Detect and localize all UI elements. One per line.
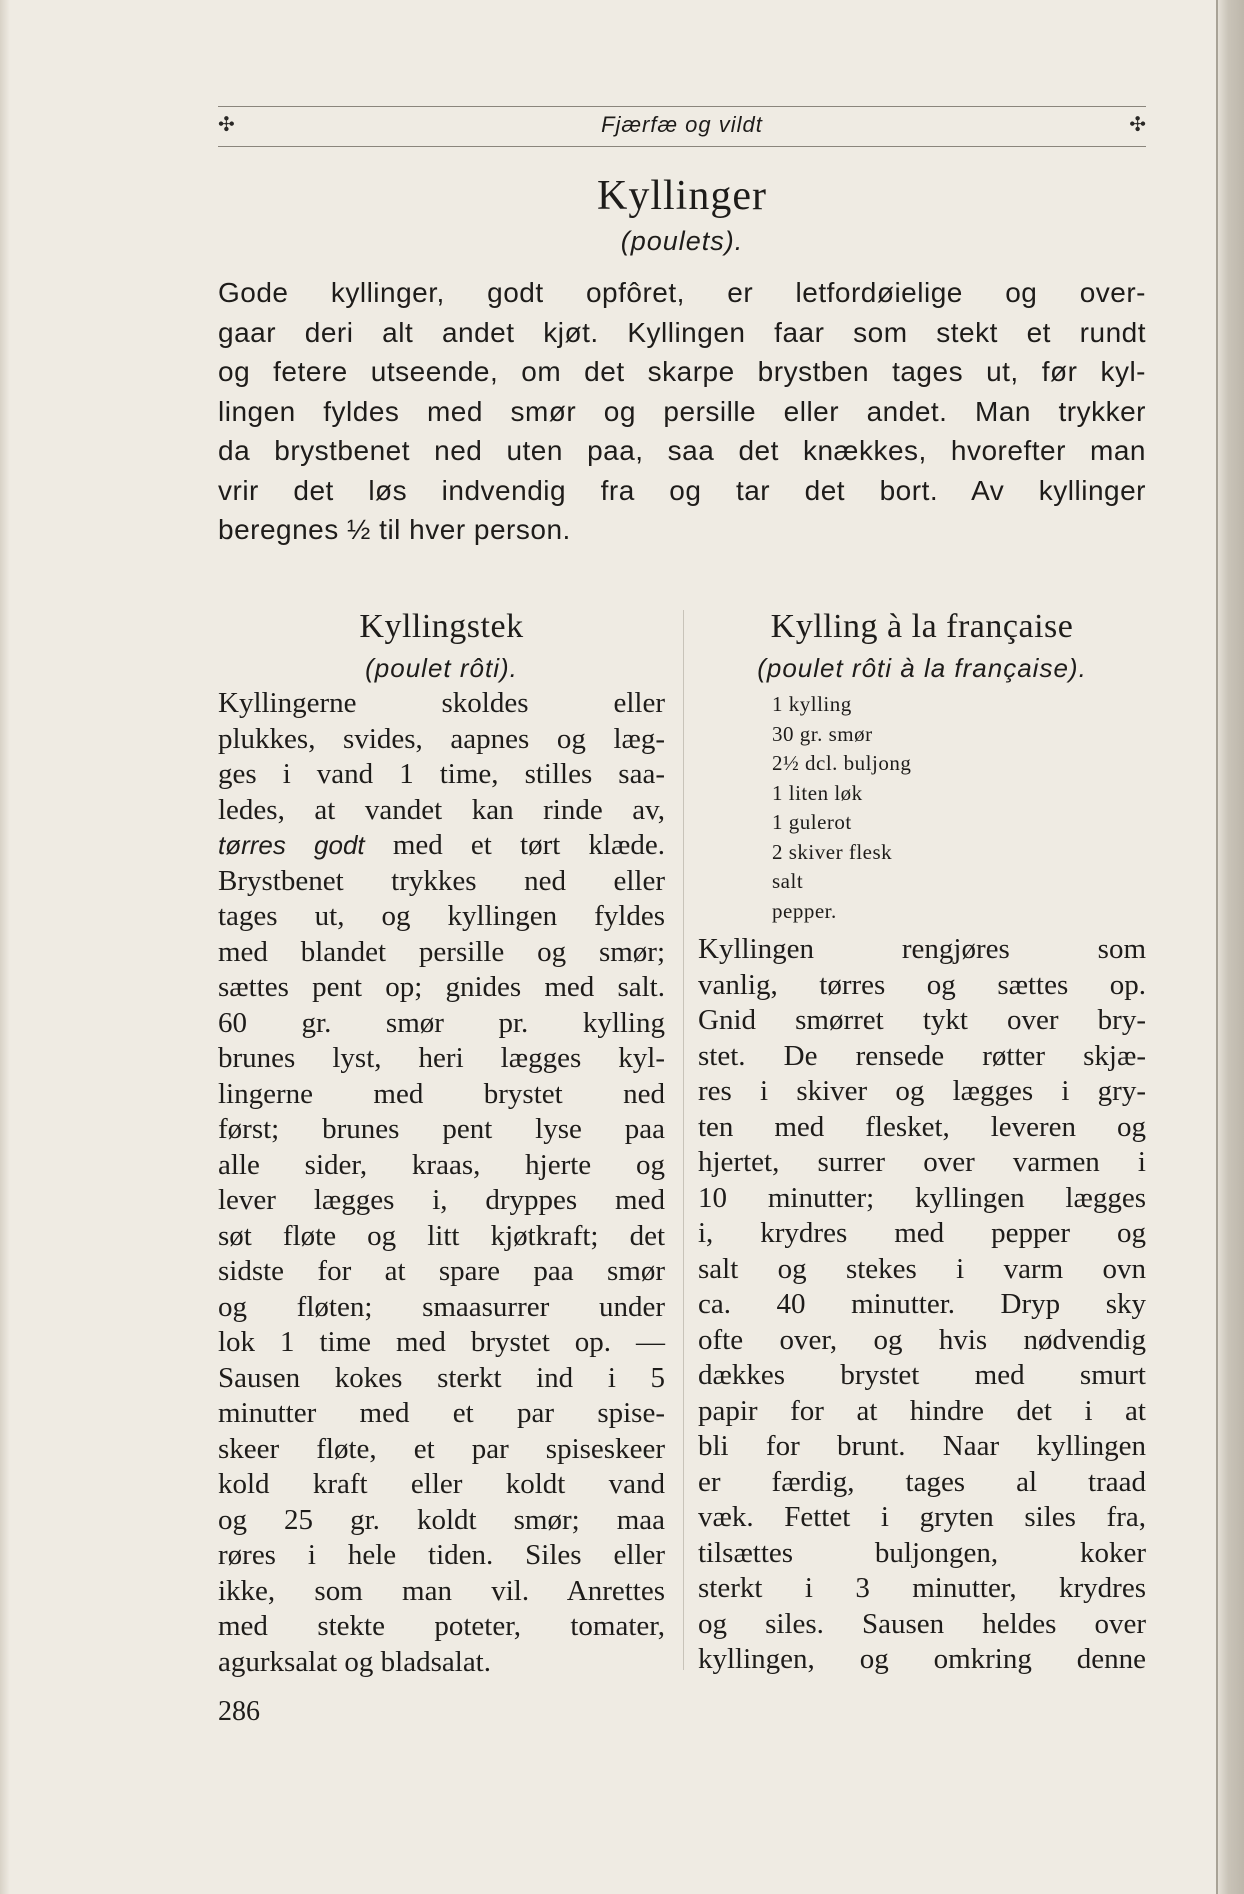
recipe-line (218, 828, 665, 864)
recipe-line: og fløten; smaasurrer under (218, 1290, 665, 1323)
recipe-line: Kyllingerne skoldes eller (218, 687, 665, 719)
intro-line: og fetere utseende, om det skarpe brystben tages ut, før kyl- (218, 356, 1146, 387)
recipe-line: res i skiver og lægges i gry- (698, 1075, 1146, 1107)
recipe-line: dækkes brystet med smurt (698, 1359, 1146, 1391)
recipe-line: ofte over, og hvis nødvendig (698, 1323, 1146, 1356)
recipe-line: sterkt i 3 minutter, krydres (698, 1572, 1146, 1604)
intro-line: da brystbenet ned uten paa, saa det knækkes, hvorefter man (218, 435, 1146, 466)
recipe-line: hjertet, surrer over varmen i (698, 1146, 1146, 1178)
recipe-line: først; brunes pent lyse paa (218, 1113, 665, 1145)
recipe-line: og siles. Sausen heldes over (698, 1607, 1146, 1640)
ornament-left-icon: ✣ (218, 112, 235, 136)
recipe-line: tages ut, og kyllingen fyldes (218, 900, 665, 932)
recipe-line: tilsættes buljongen, koker (698, 1536, 1146, 1569)
chapter-title: Kyllinger (597, 173, 767, 219)
recipe-line-rest: med et tørt klæde. (364, 829, 665, 861)
recipe-line: kyllingen, og omkring denne (698, 1643, 1146, 1675)
recipe-line: papir for at hindre det i at (698, 1394, 1146, 1427)
chapter-subtitle: (poulets). (620, 226, 744, 256)
recipe-line: med stekte poteter, tomater, (218, 1610, 665, 1642)
recipe-line: røres i hele tiden. Siles eller (218, 1539, 665, 1571)
recipe-line: ikke, som man vil. Anrettes (218, 1574, 665, 1607)
intro-line: Gode kyllinger, godt opfôret, er letfordøielige og over- (218, 277, 1146, 308)
recipe-line: Kyllingen rengjøres som (698, 933, 1146, 965)
recipe-line: 60 gr. smør pr. kylling (218, 1006, 665, 1039)
recipe-line: i, krydres med pepper og (698, 1217, 1146, 1249)
intro-paragraph (218, 273, 1146, 550)
section-title: Kylling à la française (770, 608, 1074, 645)
recipe-line: kold kraft eller koldt vand (218, 1468, 665, 1500)
ingredient-list (698, 690, 1146, 926)
recipe-line: vanlig, tørres og sættes op. (698, 968, 1146, 1001)
header-bottom-rule (218, 146, 1146, 147)
page-left-edge (0, 0, 10, 1894)
section-subtitle: (poulet rôti à la française). (757, 653, 1087, 683)
ingredient-item: 1 liten løk (772, 780, 863, 805)
recipe-line: ges i vand 1 time, stilles saa- (218, 758, 665, 790)
column-divider (683, 610, 684, 1670)
page-number: 286 (218, 1696, 260, 1727)
recipe-line: er færdig, tages al traad (698, 1465, 1146, 1498)
ornament-right-icon: ✣ (1129, 112, 1146, 136)
recipe-line: sættes pent op; gnides med salt. (218, 971, 665, 1003)
recipe-line: søt fløte og litt kjøtkraft; det (218, 1219, 665, 1252)
right-column (698, 604, 1146, 1678)
ingredient-item: 1 kylling (772, 692, 852, 716)
intro-line: beregnes ½ til hver person. (218, 514, 571, 545)
recipe-line: agurksalat og bladsalat. (218, 1645, 491, 1678)
header-top-rule (218, 106, 1146, 107)
recipe-line: plukkes, svides, aapnes og læg- (218, 722, 665, 755)
recipe-line: brunes lyst, heri lægges kyl- (218, 1042, 665, 1074)
recipe-text (698, 932, 1146, 1678)
ingredient-item: pepper. (772, 898, 837, 923)
recipe-line: lingerne med brystet ned (218, 1077, 665, 1110)
recipe-line: og 25 gr. koldt smør; maa (218, 1503, 665, 1536)
intro-line: lingen fyldes med smør og persille eller andet. Man trykker (218, 395, 1146, 427)
left-column (218, 604, 665, 1680)
ingredient-item: 2 skiver flesk (772, 839, 893, 864)
ingredient-item: salt (772, 869, 804, 893)
recipe-line: Gnid smørret tykt over bry- (698, 1004, 1146, 1036)
section-title: Kyllingstek (359, 608, 524, 645)
recipe-line: lok 1 time med brystet op. — (218, 1326, 665, 1358)
section-subtitle: (poulet rôti). (365, 653, 518, 683)
ingredient-item: 2½ dcl. buljong (772, 751, 912, 775)
recipe-line: salt og stekes i varm ovn (698, 1252, 1146, 1285)
running-title: Fjærfæ og vildt (601, 112, 763, 137)
emphasis-text: tørres godt (218, 830, 365, 860)
recipe-line: lever lægges i, dryppes med (218, 1184, 665, 1216)
recipe-line: alle sider, kraas, hjerte og (218, 1148, 665, 1181)
intro-line: vrir det løs indvendig fra og tar det bort. Av kyllinger (218, 474, 1146, 506)
running-header (218, 110, 1146, 144)
recipe-line: væk. Fettet i gryten siles fra, (698, 1501, 1146, 1533)
recipe-line: med blandet persille og smør; (218, 935, 665, 968)
recipe-line: Brystbenet trykkes ned eller (218, 864, 665, 897)
recipe-line: 10 minutter; kyllingen lægges (698, 1181, 1146, 1214)
recipe-line: stet. De rensede røtter skjæ- (698, 1039, 1146, 1072)
ingredient-item: 30 gr. smør (772, 721, 873, 746)
page-right-edge (1216, 0, 1244, 1894)
recipe-line: ten med flesket, leveren og (698, 1110, 1146, 1143)
recipe-line: ledes, at vandet kan rinde av, (218, 793, 665, 826)
recipe-line: sidste for at spare paa smør (218, 1255, 665, 1287)
intro-line: gaar deri alt andet kjøt. Kyllingen faar som stekt et rundt (218, 316, 1146, 348)
recipe-line: bli for brunt. Naar kyllingen (698, 1430, 1146, 1462)
recipe-line: Sausen kokes sterkt ind i 5 (218, 1361, 665, 1394)
recipe-line: minutter med et par spise- (218, 1397, 665, 1429)
recipe-line: ca. 40 minutter. Dryp sky (698, 1288, 1146, 1320)
ingredient-item: 1 gulerot (772, 810, 852, 834)
recipe-text-part1 (218, 686, 665, 828)
recipe-text-part2 (218, 864, 665, 1681)
recipe-line: skeer fløte, et par spiseskeer (218, 1432, 665, 1465)
